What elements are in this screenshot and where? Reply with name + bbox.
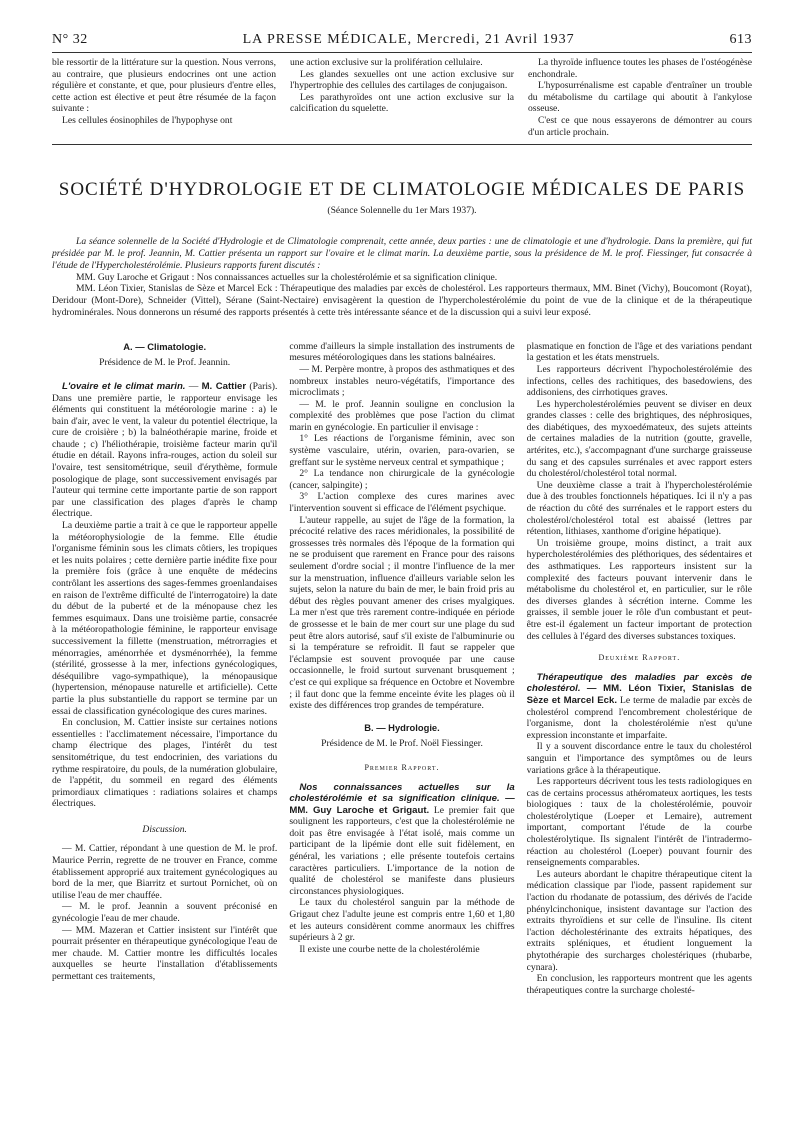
paragraph: Nos connaissances actuelles sur la cholestérolémie et sa signification clinique. — MM. Guy Laroche et Grigaut. Le premier fait que soulignent les rapporteurs, c'est que la cholestérolémie ne doit pas être envisagée à l'état isolé, mais comme un participant de la lipémie dont elle suit fidèlement, en général, les variations ; elle présente toutefois certains caractères particuliers. L'importance de la notion de qualité de cholestérol se manifeste dans plusieurs circonstances physiologiques. xyxy=(289,781,515,897)
paragraph: La deuxième partie a trait à ce que le rapporteur appelle la météorophysiologie de la femme. Elle étudie l'organisme féminin sous les climats côtiers, les tropiques et les nuits polaires ; cette dernière partie inédite fixe pour la première fois (grâce à une enquête de médecins contrôlant les assertions des sages-femmes groenlandaises en raison de l'extrême difficulté de l'interrogatoire) la date du début de la puberté et de la ménopause chez les femmes esquimaux. Dans une troisième partie, consacrée à la météoropathologie féminine, le rapporteur envisage successivement la fillette (menstruation, métrorragies et ménorragies, aménorrhée et dysménorrhée), la femme (stérilité, grossesse à la mer, infections gynécologiques, déséquilibre vago-sympathique), la ménopausique (hypertension, ménopause naturelle et artificielle). Cette partie la plus substantielle du rapport se termine par un essai de classification gynécologique des cures marines. xyxy=(52,520,278,717)
paragraph: comme d'ailleurs la simple installation des instruments de mesures météorologiques dans les stations balnéaires. xyxy=(289,340,515,364)
report-author: — MM. Léon Tixier, Stanislas de Sèze et Marcel Eck. xyxy=(526,683,752,706)
introduction xyxy=(52,236,752,319)
running-header xyxy=(52,22,752,53)
paragraph: — M. le prof. Jeannin souligne en conclusion la complexité des problèmes que pose l'action du climat marin en gynécologie. En particulier il envisage : xyxy=(289,398,515,433)
previous-article-tail xyxy=(52,57,752,138)
paragraph: C'est ce que nous essayerons de démontrer au cours d'un article prochain. xyxy=(528,114,752,138)
presidency: Présidence de M. le Prof. Jeannin. xyxy=(99,357,231,369)
discussion-heading: Discussion. xyxy=(142,823,187,835)
paragraph: — M. le prof. Jeannin a souvent préconisé en gynécologie l'eau de mer chaude. xyxy=(52,901,278,925)
paragraph: 2° La tendance non chirurgicale de la gynécologie (cancer, salpingite) ; xyxy=(289,468,515,491)
article-column-1 xyxy=(52,341,277,1131)
paragraph: Le taux du cholestérol sanguin par la méthode de Grigaut chez l'adulte jeune est compris entre 1,60 et 1,80 et les auteurs considèrent comme anormaux les chiffres supérieurs à 2 gr. xyxy=(289,897,515,944)
paragraph: Thérapeutique des maladies par excès de cholestérol. — MM. Léon Tixier, Stanislas de Sèze et Marcel Eck. Le terme de maladie par excès de cholestérol comprend l'encombrement cholestérique de l'organisme, dont la cholestérolémie n'est qu'une expression inconstante et imparfaite. xyxy=(526,671,752,741)
paragraph: Les hypercholestérolémies peuvent se diviser en deux grandes classes : celle des brightiques, des néphrosiques, des diabétiques, des myxoedémateux, des sujets atteints de certaines maladies de la nutrition (goutte, gravelle, artérites, etc.), s'accompagnant d'une surcharge graisseuse du sang et des capsules surrénales et avec rapport esters du cholestérol/cholestérol total normal. xyxy=(526,398,752,480)
paragraph: Il existe une courbe nette de la cholestérolémie xyxy=(299,943,480,955)
report-heading: Deuxième Rapport. xyxy=(598,653,681,663)
paragraph: L'ovaire et le climat marin. — M. Cattier (Paris). Dans une première partie, le rapporteur envisage les éléments qui constituent la météorologie marine : a) le bain d'air, avec le vent, la valeur du potentiel électrique, la cure de croisière ; b) la balnéothérapie marine, froide et chaude ; c) l'héliothérapie, troisième facteur marin qu'il étudie en détail. Rayons infra-rouges, action du soleil sur l'ovaire, test sensitométrique, seuil d'érythème, formule posologique de plage, sont successivement envisagés par l'auteur qui termine cette importante partie de son rapport par une classification des plages d'après le champ électrique. xyxy=(52,380,278,520)
issue-number: N° 32 xyxy=(52,32,88,47)
page-number: 613 xyxy=(729,32,752,47)
paragraph: Les parathyroïdes ont une action exclusive sur la calcification du squelette. xyxy=(290,91,514,115)
journal-title: LA PRESSE MÉDICALE, Mercredi, 21 Avril 1937 xyxy=(242,32,575,47)
top-column-3 xyxy=(528,57,752,138)
section-divider xyxy=(52,144,752,145)
paragraph: En conclusion, les rapporteurs montrent que les agents thérapeutiques contre la surcharge cholesté- xyxy=(526,973,752,996)
article-columns xyxy=(52,341,752,1131)
paragraph: Les rapporteurs décrivent tous les tests radiologiques en cas de certains processus athéromateux aortiques, les tests biologiques : taux de la cholestérolémie, pouvoir cholestérolytique (Loeper et Lemaire), autrement important, comportant l'étude de la courbe cholestérolytique. Ils signalent l'intérêt de l'intradermo-réaction au cholestérol (Loeper) pouvant fournir des renseignements comparables. xyxy=(526,776,752,869)
paragraph: — M. Cattier, répondant à une question de M. le prof. Maurice Perrin, regrette de ne trouver en France, comme établissement approprié aux traitement gynécologiques au bord de la mer, que Biarritz et surtout Pornichet, où on utilise l'eau de mer chauffée. xyxy=(52,843,278,901)
intro-paragraph: La séance solennelle de la Société d'Hydrologie et de Climatologie comprenait, cette année, deux parties : une de climatologie et une d'hydrologie. Dans la première, qui fut présidée par M. le prof. Jeannin, M. Cattier présenta un rapport sur l'ovaire et le climat marin. La deuxième partie, sous la présidence de M. le prof. Fiessinger, fut consacrée à l'étude de l'Hypercholestérolémie. Plusieurs rapports furent discutés : xyxy=(52,236,752,271)
paragraph: Les glandes sexuelles ont une action exclusive sur l'hypertrophie des cellules des cartilages de conjugaison. xyxy=(290,68,514,92)
article-column-2 xyxy=(289,341,514,1131)
report-author: M. Cattier xyxy=(201,380,247,392)
paragraph: En conclusion, M. Cattier insiste sur certaines notions essentielles : l'acclimatement nécessaire, l'importance du champ électrique des plages, l'intérêt du test sensitométrique, du test endocrinien, des variations du rythme respiratoire, du pouls, de la numération globulaire, de l'appétit, du sommeil en regard des éléments primordiaux climatiques : radiations solaires et champs électriques. xyxy=(52,717,278,810)
paragraph: 3° L'action complexe des cures marines avec l'intervention souvent si efficace de l'élément psychique. xyxy=(289,491,515,515)
society-title: SOCIÉTÉ D'HYDROLOGIE ET DE CLIMATOLOGIE MÉDICALES DE PARIS xyxy=(58,179,746,201)
paragraph: — MM. Mazeran et Cattier insistent sur l'intérêt que pourrait présenter en thérapeutique gynécologique l'eau de mer chaude. M. Cattier montre les difficultés locales auxquelles se heurte l'installation d'établissements permettant ces traitements, xyxy=(52,924,278,983)
paragraph: Il y a souvent discordance entre le taux du cholestérol sanguin et l'importance des symptômes ou de leurs variations grâce à la thérapeutique. xyxy=(526,741,752,776)
paragraph: une action exclusive sur la prolifération cellulaire. xyxy=(290,57,483,68)
top-column-1 xyxy=(52,57,276,138)
paragraph: Un troisième groupe, moins distinct, a trait aux hypercholestérolémies des pléthoriques, des sédentaires et des asthmatiques. Les rapporteurs insistent sur la complexité des facteurs pouvant intervenir dans le métabolisme du cholestérol et, en particulier, sur le rôle des diverses glandes à sécrétion interne. Comme les graisses, il semble jouer le rôle d'un combustant et peut-être est-il également un facteur important de protection des cellules à l'égard des diverses substances toxiques. xyxy=(526,537,752,642)
paragraph: plasmatique en fonction de l'âge et des variations pendant la gestation et les états menstruels. xyxy=(526,340,752,364)
article-column-3 xyxy=(527,341,752,1131)
session-date: (Séance Solennelle du 1er Mars 1937). xyxy=(327,205,477,217)
paragraph: — M. Perpère montre, à propos des asthmatiques et des nombreux instables neuro-végétatifs, l'importance des microclimats ; xyxy=(289,363,515,399)
report-title: L'ovaire et le climat marin. xyxy=(62,380,186,392)
paragraph: Les cellules éosinophiles de l'hypophyse ont xyxy=(62,114,233,126)
section-heading: B. — Hydrologie. xyxy=(364,721,440,733)
paragraph: L'hyposurrénalisme est capable d'entraîner un trouble du métabolisme du cartilage qui aboutit à l'ankylose osseuse. xyxy=(528,80,752,115)
report-title: Thérapeutique des maladies par excès de cholestérol. xyxy=(526,671,752,695)
paragraph: L'auteur rappelle, au sujet de l'âge de la formation, la précocité relative des races méridionales, la possibilité de grossesses très normales dès l'époque de la formation qui ne se produisent que rarement en France pour des raisons seulement d'ordre social ; il montre l'influence de la mer sur la menstruation, influence d'ailleurs variable selon les sujets, selon la nature du bain de mer, le bain froid pris au début des règles pouvant amener des crises myalgiques. La mer n'est que très rarement contre-indiquée en période de grossesse et le bain de mer court sur une plage du sud peut être alors autorisé, sauf s'il existe de l'albuminurie ou si la température se refroidit. Il faut se rappeler que l'éclampsie est souvent provoquée par une cause occasionnelle, le froid surtout survenant brusquement ; c'est ce qui explique sa fréquence en Octobre et Novembre ; il faut donc que la femme enceinte évite les plages où il existe des différences trop grandes de température. xyxy=(289,514,515,712)
report-heading: Premier Rapport. xyxy=(364,762,440,772)
paragraph: Les auteurs abordant le chapitre thérapeutique citent la médication classique par l'iode, passent rapidement sur l'action du rhodanate de potassium, des dérivés de l'acide phénylcinchonique, insistent davantage sur l'action des extraits thyroïdiens et sur celle de l'insuline. Ils citent l'action décholestérinante des extraits hépatiques, des extraits spléniques, et étudient longuement la phytothérapie des surcharges cholestériques (rhubarbe, cynara). xyxy=(526,868,752,973)
paragraph: La thyroïde influence toutes les phases de l'ostéogénèse enchondrale. xyxy=(528,57,752,80)
report-author: — MM. Guy Laroche et Grigaut. xyxy=(289,793,515,816)
paragraph: ble ressortir de la littérature sur la question. Nous verrons, au contraire, que plusieurs endocrines ont une action régulière et constante, et que, pour plusieurs d'entre elles, cette action est élective et peut être résumée de la façon suivante : xyxy=(52,57,276,115)
top-column-2 xyxy=(290,57,514,138)
intro-paragraph: MM. Guy Laroche et Grigaut : Nos connaissances actuelles sur la cholestérolémie et sa signification clinique. xyxy=(76,271,498,283)
paragraph: Les rapporteurs décrivent l'hypocholestérolémie des infections, celles des rachitiques, des basedowiens, des addisoniens, des cirrhotiques graves. xyxy=(526,363,752,399)
report-title: Nos connaissances actuelles sur la cholestérolémie et sa signification clinique. xyxy=(289,781,515,805)
intro-paragraph: MM. Léon Tixier, Stanislas de Sèze et Marcel Eck : Thérapeutique des maladies par excès de cholestérol. Les rapporteurs thermaux, MM. Binet (Vichy), Boucomont (Royat), Deridour (Mont-Dore), Schneider (Vittel), Sérane (Saint-Nectaire) envisagèrent la question de l'hypercholestérolémie du point de vue de la clinique et de la thérapeutique hydrominérales. Nous donnerons un résumé des rapports présentés à cette très intéressante séance et de la discussion qui a suivi leur exposé. xyxy=(52,283,752,318)
section-heading: A. — Climatologie. xyxy=(123,340,207,352)
paragraph: Une deuxième classe a trait à l'hypercholestérolémie due à des troubles fonctionnels hépatiques. Ici il n'y a pas de réaction du côté des surrénales et le rapport esters du cholestérol/cholestérol total est abaissé (lettres par rétention, lithiases, xanthome d'origine hépatique). xyxy=(526,479,752,538)
paragraph: 1° Les réactions de l'organisme féminin, avec son système vasculaire, utérin, ovarien, para-ovarien, se greffant sur le système nerveux central et sympathique ; xyxy=(289,433,515,468)
presidency: Présidence de M. le Prof. Noël Fiessinger. xyxy=(321,738,483,750)
